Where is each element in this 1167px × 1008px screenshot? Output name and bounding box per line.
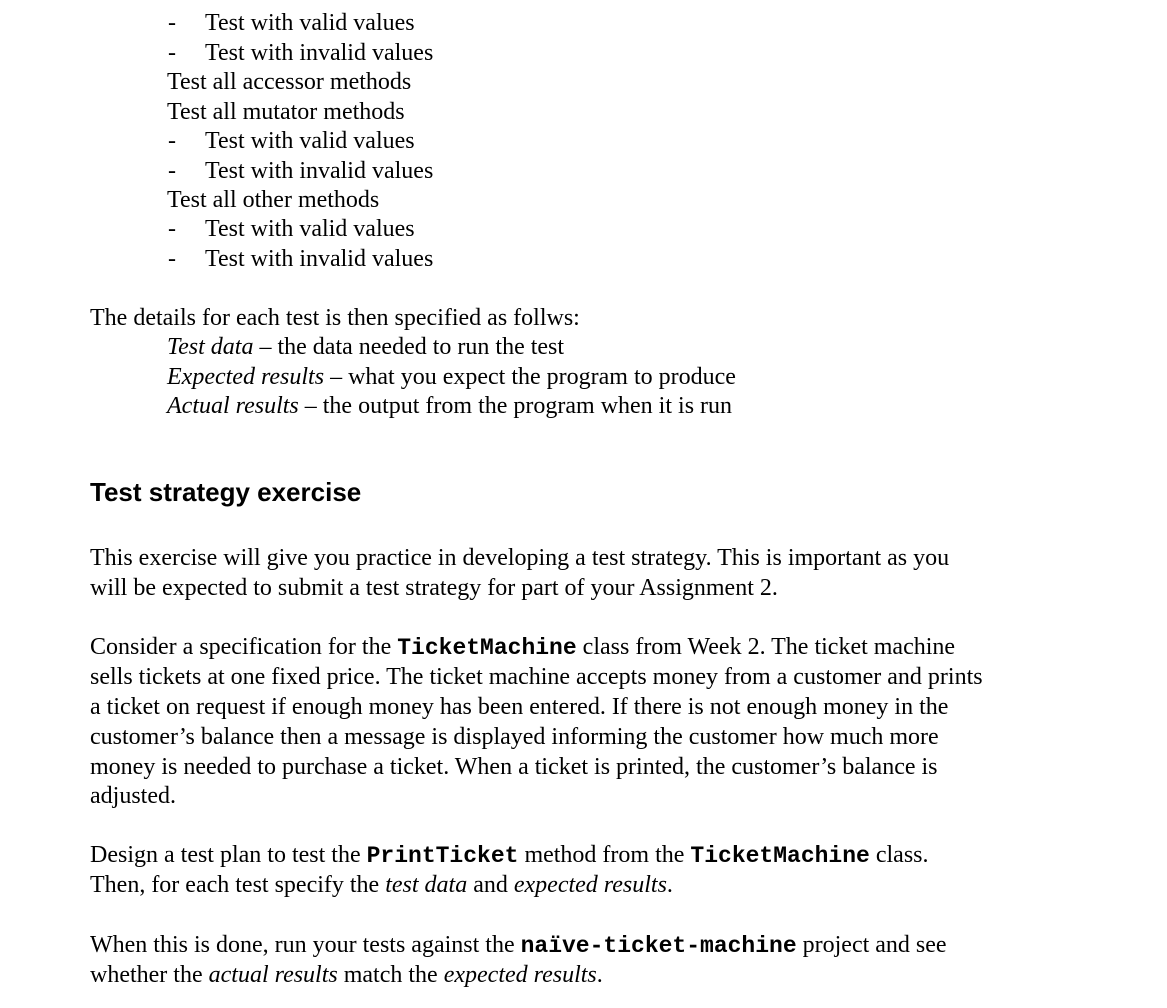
details-test-data (167, 332, 564, 362)
term: Actual results (167, 393, 299, 419)
text: Then, for each test specify the (90, 872, 386, 898)
paragraph-line: will be expected to submit a test strategy for part of your Assignment 2. (90, 575, 778, 601)
paragraph-line (90, 930, 947, 961)
text: match the (337, 962, 444, 988)
paragraph-line (90, 632, 955, 663)
details-intro: The details for each test is then specified as follws: (90, 305, 580, 331)
text: class. (869, 842, 929, 868)
list-item: Test with invalid values (205, 40, 434, 66)
method-name-code: PrintTicket (366, 843, 519, 869)
text: method from the (518, 842, 691, 868)
paragraph-line: This exercise will give you practice in developing a test strategy. This is important as you (90, 545, 950, 571)
list-item: Test all mutator methods (167, 99, 405, 125)
list-item: Test all accessor methods (167, 69, 412, 95)
list-dash: - (168, 216, 176, 242)
definition: – the output from the program when it is run (298, 393, 733, 419)
list-dash: - (168, 158, 176, 184)
details-expected-results (167, 362, 736, 392)
text: and (467, 872, 514, 898)
definition: – what you expect the program to produce (324, 364, 736, 390)
text: project and see (796, 932, 947, 958)
section-heading: Test strategy exercise (90, 477, 362, 507)
term: Test data (167, 334, 254, 360)
paragraph-line: adjusted. (90, 783, 176, 809)
details-actual-results (167, 391, 732, 421)
list-item: Test with valid values (205, 128, 415, 154)
text: Design a test plan to test the (90, 842, 367, 868)
text: When this is done, run your tests against the (90, 932, 521, 958)
list-item: Test all other methods (167, 187, 380, 213)
list-dash: - (168, 40, 176, 66)
list-item: Test with invalid values (205, 246, 434, 272)
list-dash: - (168, 246, 176, 272)
paragraph-line (90, 870, 673, 900)
emphasis: actual results (208, 962, 338, 988)
class-name-code: TicketMachine (397, 635, 577, 661)
text: . (666, 872, 673, 898)
list-item: Test with invalid values (205, 158, 434, 184)
list-item: Test with valid values (205, 10, 415, 36)
term: Expected results (167, 364, 325, 390)
paragraph-line (90, 960, 603, 990)
text: . (596, 962, 603, 988)
list-dash: - (168, 10, 176, 36)
list-item: Test with valid values (205, 216, 415, 242)
list-dash: - (168, 128, 176, 154)
emphasis: test data (385, 872, 468, 898)
paragraph-line: customer’s balance then a message is displayed informing the customer how much more (90, 724, 939, 750)
text: whether the (90, 962, 209, 988)
definition: – the data needed to run the test (253, 334, 565, 360)
text: class from Week 2. The ticket machine (576, 634, 956, 660)
emphasis: expected results (443, 962, 597, 988)
class-name-code: TicketMachine (690, 843, 870, 869)
paragraph-line (90, 840, 929, 871)
paragraph-line: sells tickets at one fixed price. The ticket machine accepts money from a customer and prints (90, 664, 983, 690)
paragraph-line: money is needed to purchase a ticket. When a ticket is printed, the customer’s balance is (90, 754, 938, 780)
text: Consider a specification for the (90, 634, 398, 660)
project-name-code: naïve-ticket-machine (520, 933, 797, 959)
emphasis: expected results (513, 872, 667, 898)
paragraph-line: a ticket on request if enough money has been entered. If there is not enough money in the (90, 694, 949, 720)
